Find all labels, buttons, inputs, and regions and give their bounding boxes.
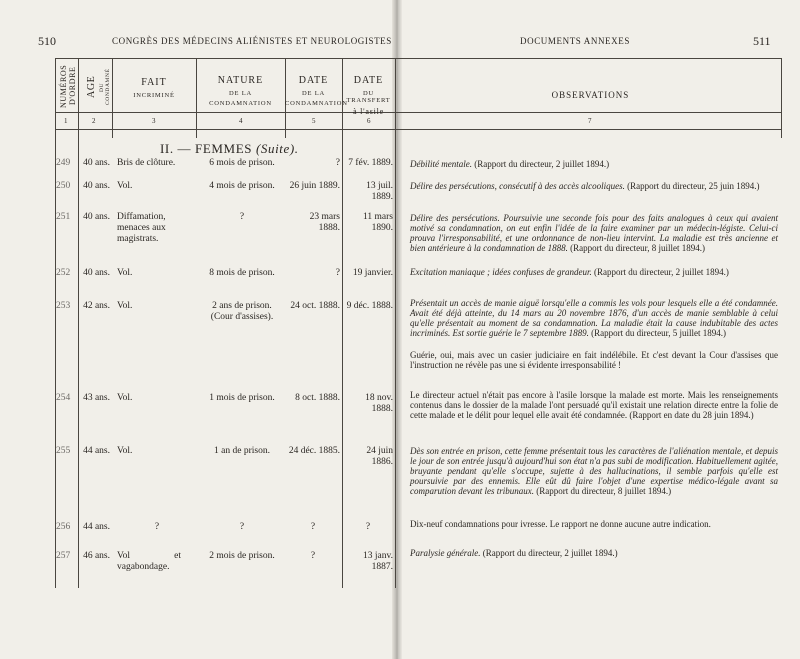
table-row-observation bbox=[410, 298, 778, 338]
table-row-age: 43 ans. bbox=[83, 393, 110, 403]
left-page-number: 510 bbox=[38, 34, 56, 48]
header-transfert-sub2: à l'asile bbox=[352, 107, 385, 117]
header-observations bbox=[400, 90, 781, 100]
table-row-transfert: 13 juil. 1889. bbox=[366, 181, 393, 202]
table-row-number: 253 bbox=[56, 301, 71, 311]
obs-italic: Dès son entrée en prison, cette femme présentait tous les caractères de l'aliénation mentale, et depuis le jour de son entrée jusqu'à aujourd'hui son état n'a pas subi de modification. Habituellement agitée, bruyante pendant qu'elle s'occupe, sujette à des hallucinations, il semble parfois qu'elle est poursuivie par des ennemis. Elle eût dû faire l'objet d'une expertise médico-légale avant sa comparution devant les tribunaux. bbox=[410, 446, 778, 496]
table-row-nature: 8 mois de prison. bbox=[209, 268, 275, 278]
table-row-age: 40 ans. bbox=[83, 158, 110, 168]
table-row-fait: Vol. bbox=[117, 393, 133, 403]
colnum-1: 1 bbox=[64, 117, 68, 125]
header-fait-sub: INCRIMINÉ bbox=[133, 91, 175, 99]
table-row-observation bbox=[410, 446, 778, 496]
table-row-fait: Vol. bbox=[117, 446, 133, 456]
colnum-6: 6 bbox=[367, 117, 371, 125]
table-row-fait: Diffamation, menaces aux magistrats. bbox=[117, 212, 166, 244]
obs-text: (Rapport du directeur, 2 juillet 1894.) bbox=[591, 267, 729, 277]
obs-text: (Rapport du directeur, 8 juillet 1894.) bbox=[533, 486, 672, 496]
obs-text: (Rapport du directeur, 2 juillet 1894.) bbox=[471, 159, 610, 169]
header-nature-sub1: DE LA bbox=[229, 89, 252, 97]
header-date bbox=[285, 75, 348, 107]
obs-text: (Rapport du directeur, 2 juillet 1894.) bbox=[480, 548, 618, 558]
header-date-sub1: DE LA bbox=[302, 89, 325, 97]
header-nature-sub2: CONDAMNATION bbox=[209, 99, 272, 107]
table-row-nature: ? bbox=[239, 522, 245, 532]
table-row-date: 8 oct. 1888. bbox=[295, 393, 340, 403]
table-row-number: 249 bbox=[56, 158, 71, 168]
obs-text: Dix-neuf condamnations pour ivresse. Le rapport ne donne aucune autre indication. bbox=[410, 519, 711, 529]
table-row-nature: 6 mois de prison. bbox=[209, 158, 275, 168]
obs-italic: Délire des persécutions, consécutif à des accès alcooliques. bbox=[410, 181, 625, 191]
table-row-fait: Vol. bbox=[117, 181, 133, 191]
table-row-observation bbox=[410, 181, 778, 191]
table-row-fait: ? bbox=[154, 522, 160, 532]
obs-text: (Rapport du directeur, 5 juillet 1894.) bbox=[588, 328, 726, 338]
table-row-transfert: 9 déc. 1888. bbox=[346, 301, 393, 311]
obs-italic: Délire des persécutions. Poursuivie une seconde fois pour des faits analogues à ceux qui avaient motivé sa condamnation, on eut enfin l'idée de la faire examiner par un médecin-légiste. Celui-ci prouva l'irresponsabilité, et une ordonnance de non-lieu intervint. La maladie est très ancienne et bien antérieure à la condamnation de 1888. bbox=[410, 213, 778, 253]
table-top-rule bbox=[55, 58, 781, 59]
table-row-age: 40 ans. bbox=[83, 268, 110, 278]
section-title bbox=[160, 141, 299, 157]
right-running-head: DOCUMENTS ANNEXES bbox=[520, 36, 630, 46]
table-row-number: 255 bbox=[56, 446, 71, 456]
table-row-transfert: 11 mars 1890. bbox=[363, 212, 393, 233]
header-transfert-title: DATE bbox=[353, 75, 384, 86]
header-transfert-sub1: DU TRANSFERT bbox=[346, 89, 391, 104]
header-nature bbox=[196, 75, 285, 107]
table-row-date: ? bbox=[310, 522, 316, 532]
table-row-date: 24 déc. 1885. bbox=[288, 446, 340, 456]
table-row-date: ? bbox=[335, 268, 340, 278]
obs-italic: Débilité mentale. bbox=[410, 159, 472, 169]
table-row-age: 44 ans. bbox=[83, 446, 110, 456]
table-row-age: 46 ans. bbox=[83, 551, 110, 561]
section-title-suite: (Suite). bbox=[255, 141, 299, 156]
table-row-date: 23 mars 1888. bbox=[309, 212, 340, 233]
table-row-age: 40 ans. bbox=[83, 212, 110, 222]
table-row-date: 26 juin 1889. bbox=[289, 181, 340, 191]
header-nature-title: NATURE bbox=[217, 75, 264, 86]
table-row-observation bbox=[410, 519, 778, 529]
header-age: AGE bbox=[86, 75, 97, 99]
table-row-nature: 4 mois de prison. bbox=[209, 181, 275, 191]
table-row-number: 257 bbox=[56, 551, 71, 561]
table-row-nature: 1 an de prison. bbox=[214, 446, 270, 456]
table-row-observation-note: Guérie, oui, mais avec un casier judiciaire en fait indélébile. Et c'est devant la Cour d'assises que l'instruction ne révèle pas une si évidente irresponsabilité ! bbox=[410, 350, 778, 370]
table-row-fait: Vol et vagabondage. bbox=[117, 551, 181, 572]
header-rule bbox=[55, 112, 781, 113]
table-row-observation bbox=[410, 548, 778, 558]
colnum-7: 7 bbox=[588, 117, 592, 125]
table-row-age: 42 ans. bbox=[83, 301, 110, 311]
table-row-number: 252 bbox=[56, 268, 71, 278]
section-title-text: II. — FEMMES bbox=[160, 141, 253, 156]
table-row-date: ? bbox=[310, 551, 316, 561]
table-row-observation bbox=[410, 159, 778, 169]
table-row-nature: 1 mois de prison. bbox=[209, 393, 275, 403]
table-row-transfert: 19 janvier. bbox=[352, 268, 393, 278]
header-observations-title: OBSERVATIONS bbox=[551, 90, 630, 100]
table-row-fait: Vol. bbox=[117, 268, 133, 278]
table-row-age: 40 ans. bbox=[83, 181, 110, 191]
table-row-fait: Bris de clôture. bbox=[117, 158, 176, 168]
table-row-nature: 2 ans de prison. (Cour d'assises). bbox=[210, 301, 274, 322]
colnum-4: 4 bbox=[239, 117, 243, 125]
table-row-observation bbox=[410, 213, 778, 253]
header-transfert bbox=[342, 75, 395, 117]
colnum-3: 3 bbox=[152, 117, 156, 125]
table-row-date: 24 oct. 1888. bbox=[290, 301, 340, 311]
table-row-number: 251 bbox=[56, 212, 71, 222]
header-age-sub: DU CONDAMNÉ bbox=[99, 68, 111, 106]
header-date-sub2: CONDAMNATION bbox=[285, 99, 348, 107]
header-date-title: DATE bbox=[298, 75, 329, 86]
table-row-number: 256 bbox=[56, 522, 71, 532]
obs-italic: Paralysie générale. bbox=[410, 548, 481, 558]
table-row-nature: ? bbox=[239, 212, 245, 222]
table-row-observation bbox=[410, 390, 778, 420]
left-running-head: CONGRÈS DES MÉDECINS ALIÉNISTES ET NEUROLOGISTES bbox=[112, 36, 392, 46]
table-row-observation bbox=[410, 267, 778, 277]
table-row-transfert: 13 janv. 1887. bbox=[363, 551, 393, 572]
table-row-age: 44 ans. bbox=[83, 522, 110, 532]
table-row-transfert: 18 nov. 1888. bbox=[365, 393, 393, 414]
col-divider bbox=[342, 58, 343, 588]
table-row-transfert: 24 juin 1886. bbox=[366, 446, 393, 467]
obs-italic: Présentait un accès de manie aiguë lorsqu'elle a commis les vols pour lesquels elle a été condamnée. Avait été déjà atteinte, du 14 mars au 20 novembre 1876, d'un accès de manie semblable à celui qu'elle présentait au moment de sa condamnation. La maladie était la cause indubitable des actes incriminés. Est sortie guérie le 7 septembre 1889. bbox=[410, 298, 778, 338]
table-row-number: 254 bbox=[56, 393, 71, 403]
header-fait bbox=[112, 77, 196, 99]
table-row-date: ? bbox=[335, 158, 340, 168]
header-fait-title: FAIT bbox=[141, 77, 167, 88]
right-page-number: 511 bbox=[753, 34, 771, 48]
obs-italic: Excitation maniaque ; idées confuses de grandeur. bbox=[410, 267, 592, 277]
table-row-transfert: ? bbox=[365, 522, 371, 532]
table-row-number: 250 bbox=[56, 181, 71, 191]
colnum-2: 2 bbox=[92, 117, 96, 125]
table-right-border bbox=[781, 58, 782, 138]
obs-text: Le directeur actuel n'était pas encore à l'asile lorsque la malade est morte. Mais les renseignements contenus dans le dossier de la malade l'ont persuadé qu'il existait une relation directe entre la folie de cette malade et le délit pour lequel elle avait été condamnée. (Rapport en date du 28 juin 1894.) bbox=[410, 390, 778, 420]
colnum-5: 5 bbox=[312, 117, 316, 125]
table-row-transfert: 7 fév. 1889. bbox=[348, 158, 393, 168]
table-row-fait: Vol. bbox=[117, 301, 133, 311]
table-row-nature: 2 mois de prison. bbox=[209, 551, 275, 561]
obs-text: (Rapport du directeur, 25 juin 1894.) bbox=[624, 181, 760, 191]
obs-text: (Rapport du directeur, 8 juillet 1894.) bbox=[567, 243, 706, 253]
table-left-border bbox=[55, 58, 56, 588]
colnum-rule bbox=[55, 129, 781, 130]
header-numeros: NUMÉROS D'ORDRE bbox=[59, 64, 77, 108]
col-divider bbox=[78, 58, 79, 588]
col-divider bbox=[395, 58, 396, 588]
